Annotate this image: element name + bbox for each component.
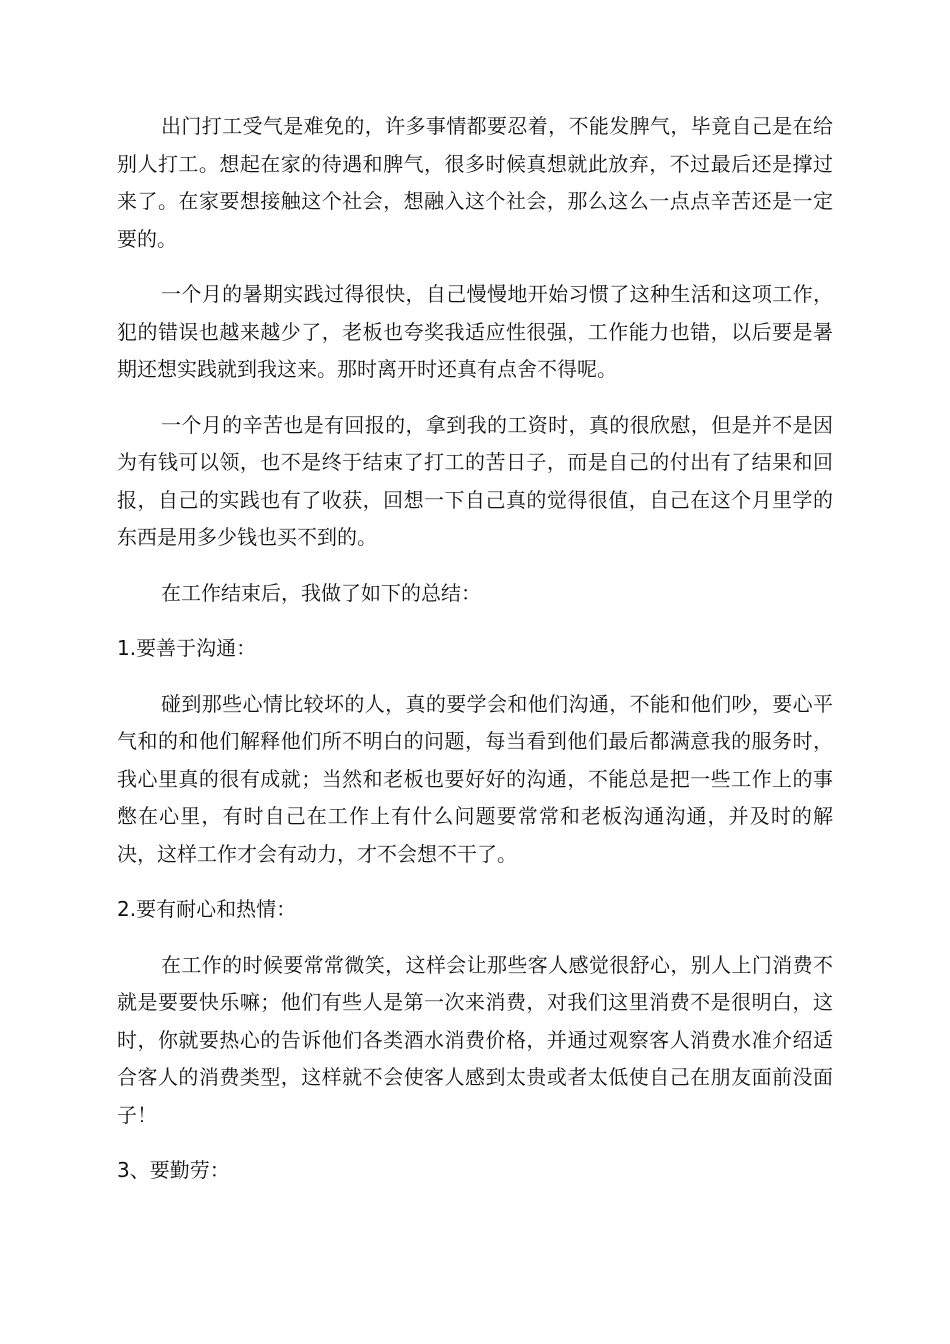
paragraph-1: 出门打工受气是难免的，许多事情都要忍着，不能发脾气，毕竟自己是在给别人打工。想起在家的待遇和脾气，很多时候真想就此放弃，不过最后还是撑过来了。在家要想接触这个社会，想融入这个社会，那么这么一点点辛苦还是一定要的。 (117, 114, 833, 251)
section-heading-1: 1.要善于沟通： (117, 636, 257, 660)
paragraph-6: 在工作的时候要常常微笑，这样会让那些客人感觉很舒心，别人上门消费不就是要要快乐嘛；他们有些人是第一次来消费，对我们这里消费不是很明白，这时，你就要热心的告诉他们各类酒水消费价格，并通过观察客人消费水准介绍适合客人的消费类型，这样就不会使客人感到太贵或者太低使自己在朋友面前没面子！ (117, 952, 833, 1127)
section-heading-3: 3、要勤劳： (117, 1158, 230, 1182)
paragraph-3: 一个月的辛苦也是有回报的，拿到我的工资时，真的很欣慰，但是并不是因为有钱可以领，也不是终于结束了打工的苦日子，而是自己的付出有了结果和回报，自己的实践也有了收获，回想一下自己真的觉得很值，自己在这个月里学的东西是用多少钱也买不到的。 (117, 412, 833, 549)
document-body (117, 108, 833, 1208)
paragraph-5: 碰到那些心情比较坏的人，真的要学会和他们沟通，不能和他们吵，要心平气和的和他们解释他们所不明白的问题，每当看到他们最后都满意我的服务时，我心里真的很有成就；当然和老板也要好好的沟通，不能总是把一些工作上的事憋在心里，有时自己在工作上有什么问题要常常和老板沟通沟通，并及时的解决，这样工作才会有动力，才不会想不干了。 (117, 691, 833, 866)
paragraph-2: 一个月的暑期实践过得很快，自己慢慢地开始习惯了这种生活和这项工作，犯的错误也越来越少了，老板也夸奖我适应性很强，工作能力也错，以后要是暑期还想实践就到我这来。那时离开时还真有点舍不得呢。 (117, 282, 833, 381)
section-heading-2: 2.要有耐心和热情： (117, 897, 297, 921)
paragraph-4: 在工作结束后，我做了如下的总结： (161, 580, 481, 605)
